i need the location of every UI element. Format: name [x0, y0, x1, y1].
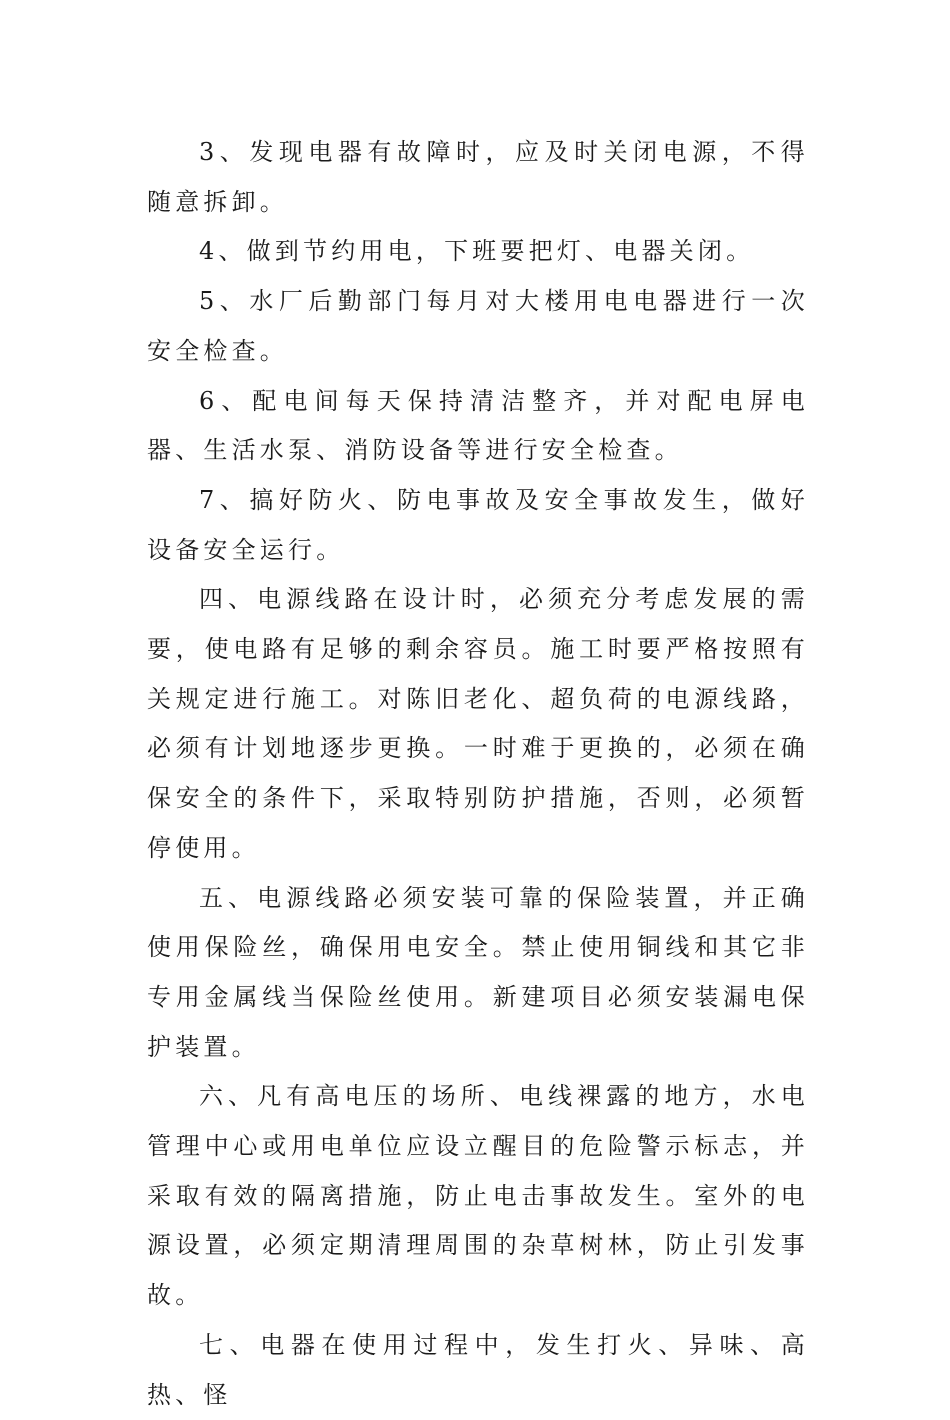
paragraph-section-5: 五、电源线路必须安装可靠的保险装置，并正确使用保险丝，确保用电安全。禁止使用铜线和其它非专用金属线当保险丝使用。新建项目必须安装漏电保护装置。 — [147, 883, 809, 1061]
paragraph-item-5: 5、水厂后勤部门每月对大楼用电电器进行一次安全检查。 — [147, 287, 809, 365]
paragraph-item-6: 6、配电间每天保持清洁整齐，并对配电屏电器、生活水泵、消防设备等进行安全检查。 — [147, 386, 809, 465]
paragraph-item-7: 7、搞好防火、防电事故及安全事故发生，做好设备安全运行。 — [147, 485, 809, 564]
paragraph-section-6: 六、凡有高电压的场所、电线裸露的地方，水电管理中心或用电单位应设立醒目的危险警示标志，并采取有效的隔离措施，防止电击事故发生。室外的电源设置，必须定期清理周围的杂草树林，防止引发事故。 — [147, 1082, 809, 1310]
paragraph-item-3: 3、发现电器有故障时，应及时关闭电源，不得随意拆卸。 — [147, 138, 809, 216]
paragraph-section-7: 七、电器在使用过程中，发生打火、异味、高热、怪 — [147, 1330, 809, 1409]
paragraph-section-4: 四、电源线路在设计时，必须充分考虑发展的需要，使电路有足够的剩余容员。施工时要严格按照有关规定进行施工。对陈旧老化、超负荷的电源线路，必须有计划地逐步更换。一时难于更换的，必须在确保安全的条件下，采取特别防护措施，否则，必须暂停使用。 — [147, 585, 809, 862]
document-body — [147, 128, 809, 1420]
paragraph-item-4: 4、做到节约用电，下班要把灯、电器关闭。 — [199, 237, 755, 266]
